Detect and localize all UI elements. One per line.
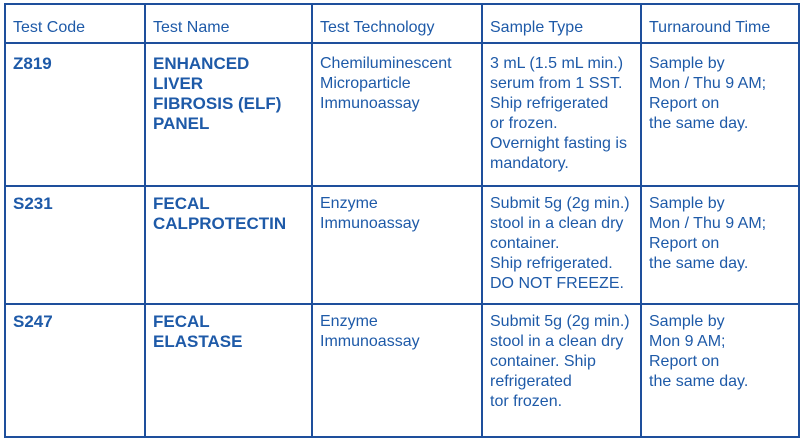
row-2-test-name: FECAL CALPROTECTIN: [153, 194, 287, 233]
header-test-name: Test Name: [153, 19, 230, 36]
row-2-test-technology: Enzyme Immunoassay: [320, 195, 420, 232]
row-3-sample-type: Submit 5g (2g min.) stool in a clean dry container. Ship refrigerated tor frozen.: [490, 313, 630, 410]
test-table: [4, 3, 800, 438]
row-3-test-name: FECAL ELASTASE: [153, 312, 243, 351]
row-3-turnaround-time: Sample by Mon 9 AM; Report on the same day.: [649, 313, 749, 390]
row-divider: [6, 303, 798, 305]
row-3-test-code: S247: [13, 312, 53, 331]
row-2-test-code: S231: [13, 194, 53, 213]
row-1-test-name: ENHANCED LIVER FIBROSIS (ELF) PANEL: [153, 54, 282, 133]
row-1-test-code: Z819: [13, 54, 52, 73]
row-2-turnaround-time: Sample by Mon / Thu 9 AM; Report on the same day.: [649, 195, 767, 272]
row-1-sample-type: 3 mL (1.5 mL min.) serum from 1 SST. Ship refrigerated or frozen. Overnight fasting is mandatory.: [490, 55, 627, 172]
row-divider: [6, 42, 798, 44]
header-test-technology: Test Technology: [320, 19, 435, 36]
header-test-code: Test Code: [13, 19, 86, 36]
header-sample-type: Sample Type: [490, 19, 584, 36]
row-3-test-technology: Enzyme Immunoassay: [320, 313, 420, 350]
row-1-turnaround-time: Sample by Mon / Thu 9 AM; Report on the same day.: [649, 55, 767, 132]
row-divider: [6, 185, 798, 187]
row-2-sample-type: Submit 5g (2g min.) stool in a clean dry container. Ship refrigerated. DO NOT FREEZE.: [490, 195, 630, 292]
header-turnaround-time: Turnaround Time: [649, 19, 771, 36]
row-1-test-technology: Chemiluminescent Microparticle Immunoassay: [320, 55, 452, 112]
